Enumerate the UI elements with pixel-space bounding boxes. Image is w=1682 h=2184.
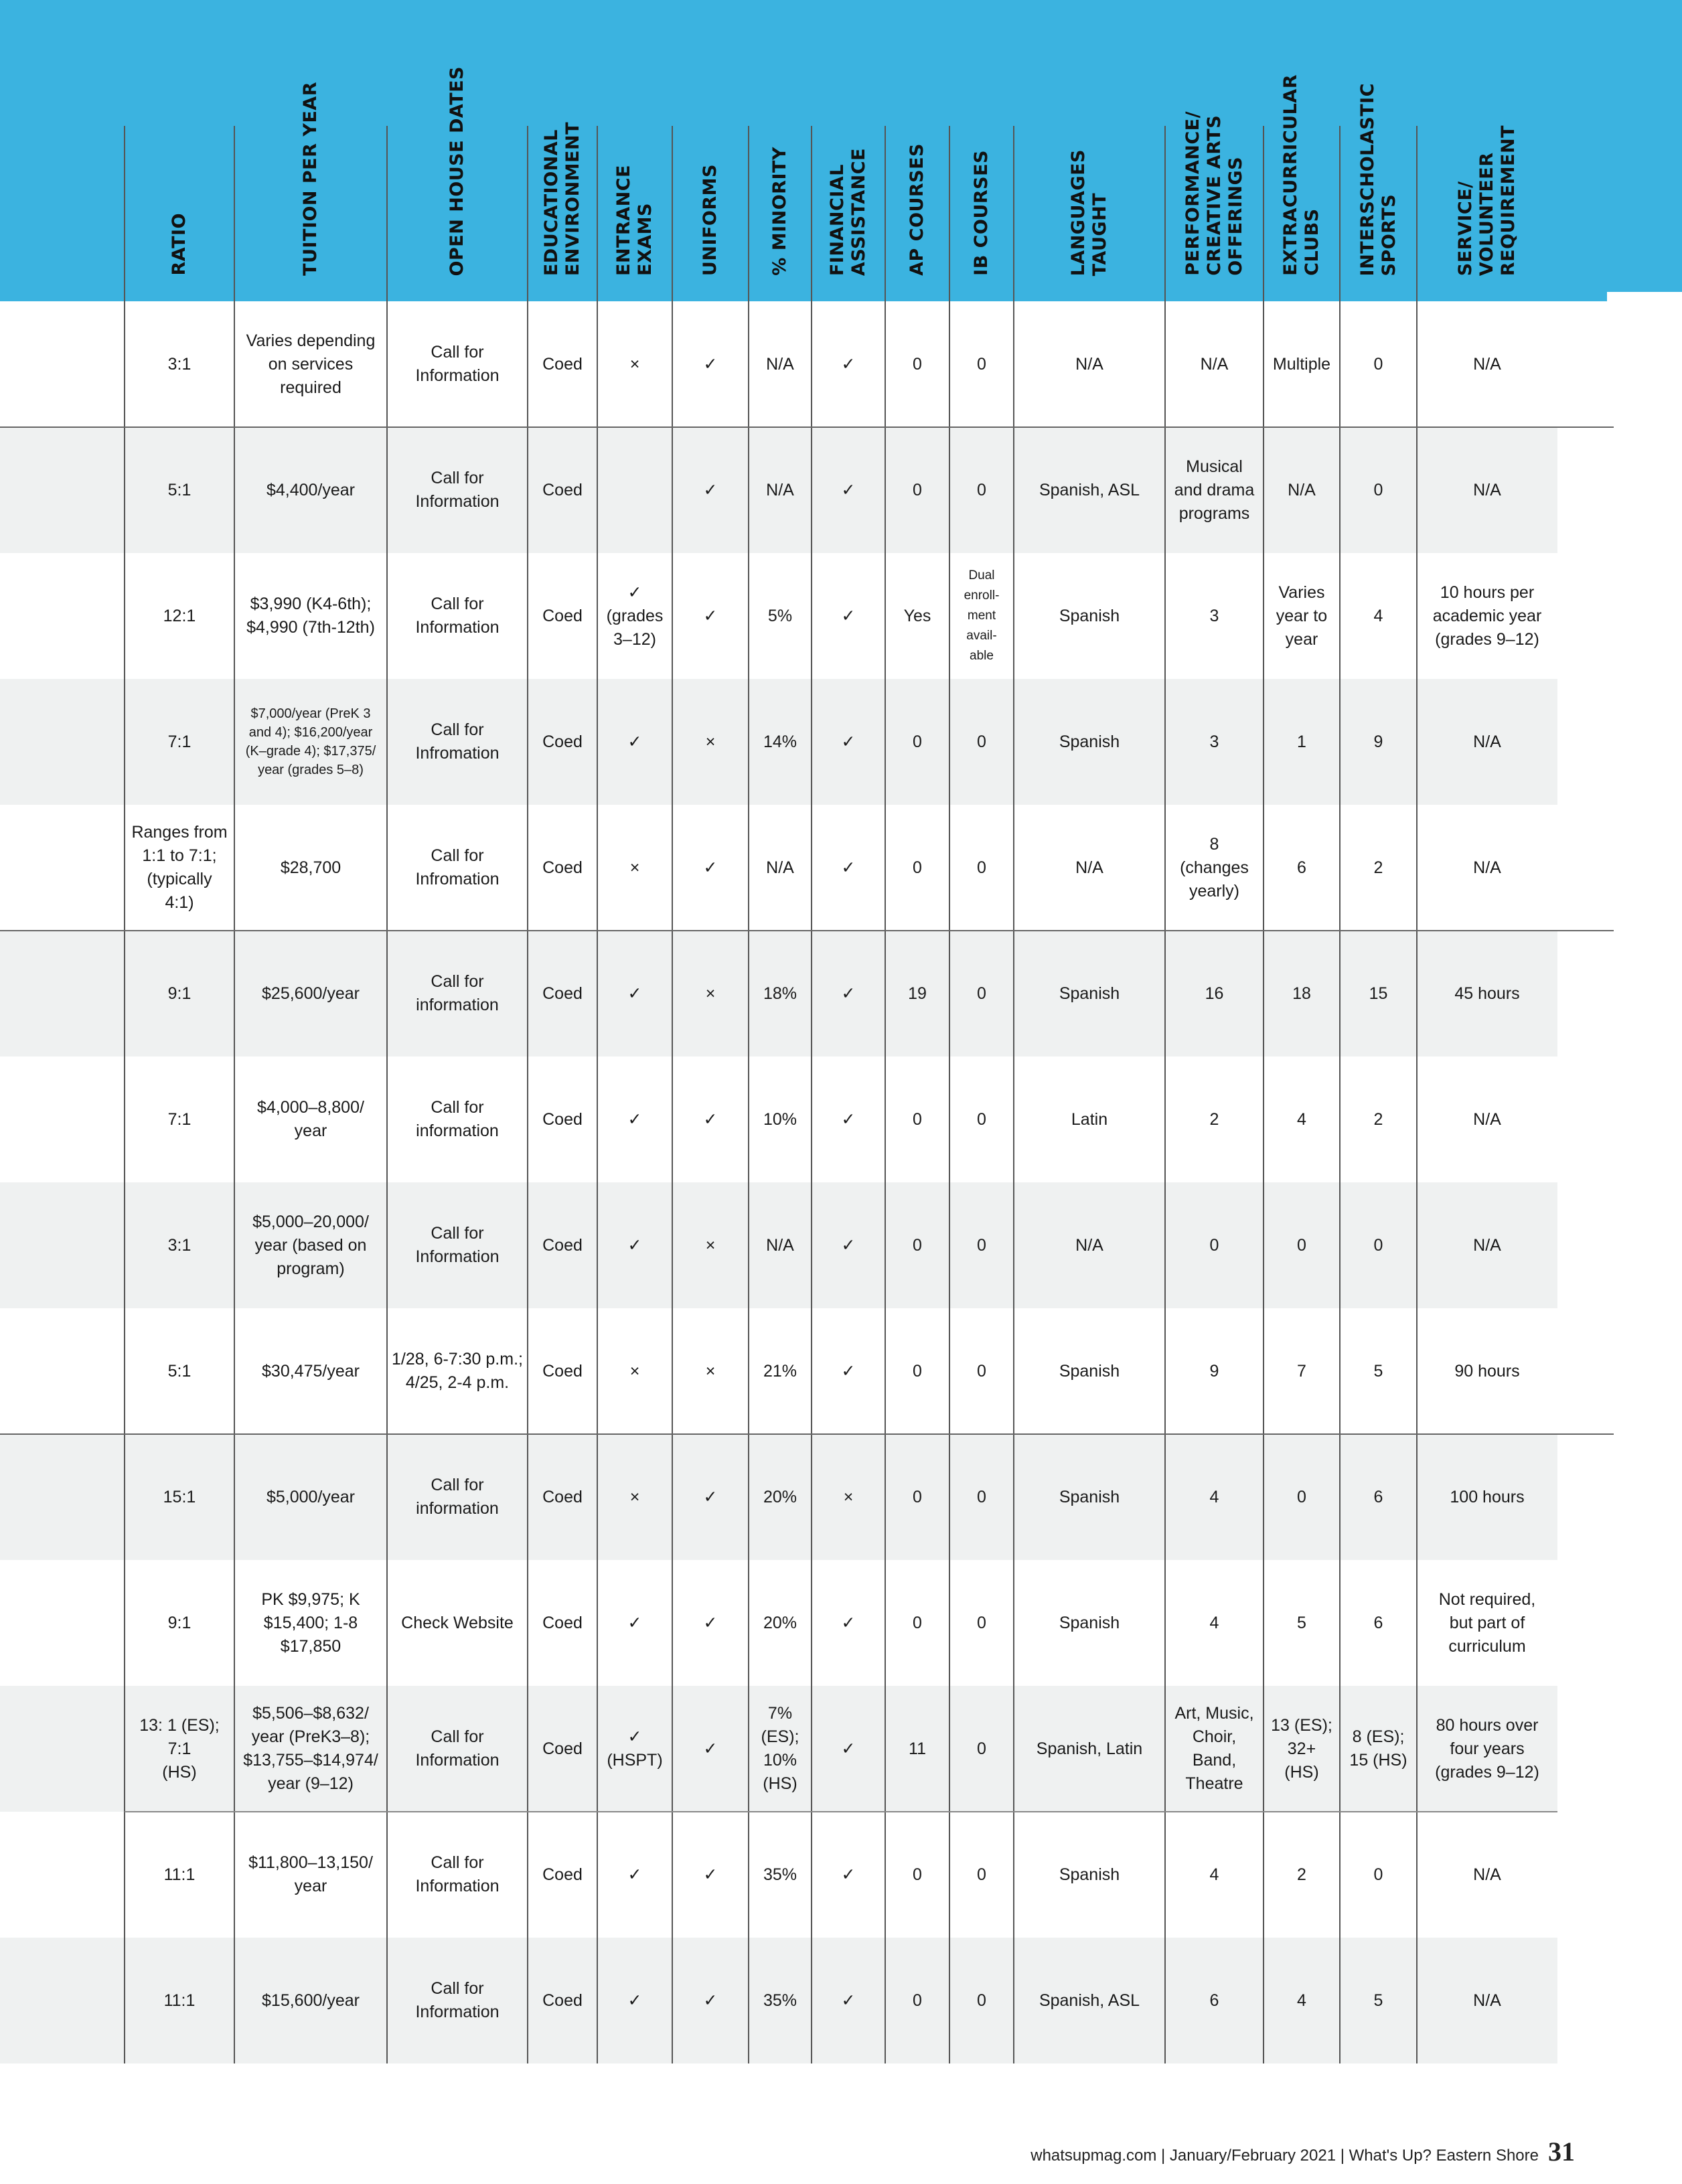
table-cell: Yes <box>903 606 931 625</box>
table-cell: Coed <box>542 1739 583 1758</box>
table-cell: 80 hours over four years (grades 9–12) <box>1435 1715 1539 1782</box>
table-cell: ✓ <box>703 1865 718 1884</box>
table-cell: Spanish <box>1059 1361 1120 1381</box>
table-cell: 100 hours <box>1450 1487 1525 1506</box>
table-cell: N/A <box>1473 1865 1501 1884</box>
table-cell: Call for Information <box>415 1853 500 1895</box>
table-cell: ✓ <box>627 732 642 751</box>
column-header <box>749 0 812 301</box>
table-cell: 10% <box>763 1109 797 1129</box>
table-cell: 2 <box>1373 858 1383 877</box>
table-cell: × <box>705 732 716 751</box>
table-cell: 0 <box>913 1865 922 1884</box>
table-cell: ✓ <box>841 354 856 374</box>
table-cell: 6 <box>1297 858 1306 877</box>
row-divider <box>125 1811 1557 1812</box>
table-cell: 3:1 <box>167 1235 192 1255</box>
table-cell: ✓ <box>627 1109 642 1129</box>
table-cell: 5 <box>1373 1991 1383 2010</box>
table-cell: Multiple <box>1272 354 1331 374</box>
table-cell: Latin <box>1071 1109 1108 1129</box>
table-cell: 0 <box>977 1739 986 1758</box>
table-cell: 0 <box>977 1109 986 1129</box>
table-cell: ✓ <box>703 606 718 625</box>
column-header <box>528 0 597 301</box>
table-cell: $28,700 <box>280 858 341 877</box>
column-header-label: INTERSCHOLASTIC SPORTS <box>1357 82 1399 276</box>
table-cell: 3:1 <box>167 354 192 374</box>
column-header-label: TUITION PER YEAR <box>300 82 321 276</box>
column-header-label: % MINORITY <box>769 147 790 276</box>
table-cell: Call for Information <box>415 469 500 511</box>
table-cell: 1 <box>1297 732 1306 751</box>
table-cell: 0 <box>977 858 986 877</box>
table-cell: 15 <box>1369 984 1388 1003</box>
table-cell: N/A <box>1075 858 1103 877</box>
table-cell: 8 (changes yearly) <box>1180 834 1249 901</box>
table-cell: 18 <box>1292 984 1311 1003</box>
table-cell: Call for information <box>416 1476 499 1518</box>
column-divider <box>1013 126 1014 2063</box>
table-cell: ✓ <box>841 1361 856 1381</box>
table-cell: 3 <box>1209 606 1219 625</box>
table-cell: × <box>843 1487 854 1506</box>
table-cell: 0 <box>977 1613 986 1632</box>
table-cell: $11,800–13,150/ year <box>248 1853 373 1895</box>
table-cell: ✓ <box>703 1739 718 1758</box>
table-cell: Coed <box>542 1865 583 1884</box>
table-cell: Coed <box>542 354 583 374</box>
table-cell: 13 (ES); 32+ (HS) <box>1271 1715 1332 1782</box>
table-cell: 11:1 <box>163 1991 196 2010</box>
table-cell: N/A <box>1473 858 1501 877</box>
table-cell: Ranges from 1:1 to 7:1; (typically 4:1) <box>131 823 228 912</box>
column-header <box>1165 0 1264 301</box>
table-cell: 9 <box>1373 732 1383 751</box>
table-cell: $30,475/year <box>262 1361 360 1381</box>
table-cell: 18% <box>763 984 797 1003</box>
column-divider <box>597 126 598 2063</box>
column-header <box>1417 0 1557 301</box>
table-cell: 6 <box>1373 1487 1383 1506</box>
table-cell: 0 <box>977 1991 986 2010</box>
table-cell: 20% <box>763 1613 797 1632</box>
table-cell: Call for Information <box>415 1979 500 2021</box>
table-cell: 0 <box>913 1109 922 1129</box>
table-cell: Dual enroll- ment avail- able <box>964 568 1000 663</box>
table-cell: 4 <box>1373 606 1383 625</box>
table-cell: Coed <box>542 1613 583 1632</box>
table-cell: 45 hours <box>1454 984 1520 1003</box>
table-cell: ✓ <box>841 984 856 1003</box>
table-cell: Spanish <box>1059 1613 1120 1632</box>
table-cell: × <box>705 1235 716 1255</box>
table-cell: ✓ <box>627 1235 642 1255</box>
column-header-label: ENTRANCE EXAMS <box>613 165 656 276</box>
column-header <box>672 0 749 301</box>
column-header-label: FINANCIAL ASSISTANCE <box>827 147 869 276</box>
table-cell: N/A <box>1075 1235 1103 1255</box>
table-cell: 9 <box>1209 1361 1219 1381</box>
table-cell: Not required, but part of curriculum <box>1438 1589 1536 1656</box>
table-cell: 35% <box>763 1865 797 1884</box>
column-header-label: OPEN HOUSE DATES <box>447 66 467 276</box>
table-cell: N/A <box>766 1235 794 1255</box>
column-header-label: RATIO <box>169 213 189 276</box>
table-cell: 0 <box>977 354 986 374</box>
table-cell: 4 <box>1297 1991 1306 2010</box>
column-divider <box>748 126 749 2063</box>
table-cell: 0 <box>1373 480 1383 499</box>
table-cell: 0 <box>913 732 922 751</box>
table-cell: × <box>629 858 640 877</box>
table-cell: ✓ <box>703 480 718 499</box>
column-divider <box>1164 126 1166 2063</box>
table-cell: ✓ <box>703 1487 718 1506</box>
table-cell: Coed <box>542 1109 583 1129</box>
table-cell: 0 <box>977 732 986 751</box>
column-divider <box>1339 126 1341 2063</box>
page-number: 31 <box>1548 2136 1575 2167</box>
row-divider <box>0 1433 1614 1435</box>
table-cell: ✓ <box>627 984 642 1003</box>
table-cell: Coed <box>542 858 583 877</box>
table-cell: × <box>629 1487 640 1506</box>
table-cell: ✓ (grades 3–12) <box>606 582 664 649</box>
table-cell: $7,000/year (PreK 3 and 4); $16,200/year (K–grade 4); $17,375/ year (grades 5–8) <box>245 706 376 777</box>
table-cell: 11:1 <box>163 1865 196 1884</box>
table-cell: Call for Infromation <box>415 720 500 763</box>
table-cell: 0 <box>977 1865 986 1884</box>
table-cell: 2 <box>1373 1109 1383 1129</box>
table-cell: Coed <box>542 1991 583 2010</box>
column-divider <box>1416 126 1418 2063</box>
column-divider <box>672 126 673 2063</box>
column-header-label: EDUCATIONAL ENVIRONMENT <box>541 121 583 276</box>
table-cell: 5 <box>1373 1361 1383 1381</box>
table-cell: Spanish <box>1059 984 1120 1003</box>
column-header-label: PERFORMANCE/ CREATIVE ARTS OFFERINGS <box>1182 111 1246 276</box>
column-divider <box>234 126 235 2063</box>
table-cell: × <box>705 984 716 1003</box>
table-cell: $15,600/year <box>262 1991 360 2010</box>
table-cell: Spanish <box>1059 1487 1120 1506</box>
table-cell: 0 <box>913 858 922 877</box>
table-cell: N/A <box>1473 1991 1501 2010</box>
table-cell: Varies depending on services required <box>246 331 376 397</box>
table-cell: N/A <box>1473 1235 1501 1255</box>
table-cell: 0 <box>913 1991 922 2010</box>
table-cell: 20% <box>763 1487 797 1506</box>
table-cell: 11 <box>909 1739 926 1758</box>
table-cell: Call for information <box>416 972 499 1014</box>
table-cell: 5% <box>767 606 793 625</box>
column-header-label: AP COURSES <box>907 143 927 276</box>
column-header <box>597 0 672 301</box>
table-cell: ✓ <box>841 1865 856 1884</box>
table-cell: Spanish, Latin <box>1036 1739 1143 1758</box>
table-cell: Call for Information <box>415 1224 500 1266</box>
row-divider <box>0 930 1614 931</box>
table-cell: ✓ (HSPT) <box>607 1727 663 1770</box>
table-cell: ✓ <box>703 858 718 877</box>
table-cell: ✓ <box>627 1865 642 1884</box>
table-cell: 4 <box>1209 1487 1219 1506</box>
table-cell: 3 <box>1209 732 1219 751</box>
table-cell: Spanish, ASL <box>1039 480 1140 499</box>
table-cell: 4 <box>1209 1865 1219 1884</box>
table-cell: 9:1 <box>167 1613 192 1632</box>
table-cell: × <box>629 354 640 374</box>
table-cell: 13: 1 (ES); 7:1 (HS) <box>139 1715 220 1782</box>
table-cell: $5,000/year <box>266 1487 356 1506</box>
table-cell: Call for Information <box>415 343 500 385</box>
table-cell: N/A <box>1473 1109 1501 1129</box>
table-cell: Check Website <box>401 1613 514 1632</box>
row-divider <box>0 426 1614 428</box>
table-cell: 2 <box>1297 1865 1306 1884</box>
table-cell: PK $9,975; K $15,400; 1-8 $17,850 <box>261 1589 360 1656</box>
table-cell: 0 <box>1209 1235 1219 1255</box>
table-cell: 0 <box>913 480 922 499</box>
table-cell: Spanish <box>1059 1865 1120 1884</box>
table-cell: 10 hours per academic year (grades 9–12) <box>1432 582 1542 649</box>
table-cell: ✓ <box>841 1613 856 1632</box>
table-cell: Spanish <box>1059 606 1120 625</box>
table-cell: N/A <box>766 480 794 499</box>
table-cell: ✓ <box>703 1991 718 2010</box>
table-cell: 4 <box>1209 1613 1219 1632</box>
table-cell: Call for Information <box>415 595 500 637</box>
column-divider <box>527 126 528 2063</box>
column-divider <box>949 126 950 2063</box>
table-cell: 90 hours <box>1454 1361 1520 1381</box>
table-cell: 5:1 <box>167 1361 192 1381</box>
table-cell: N/A <box>766 354 794 374</box>
table-cell: 21% <box>763 1361 797 1381</box>
column-divider <box>124 126 125 2063</box>
table-cell: ✓ <box>703 1109 718 1129</box>
column-header <box>125 0 234 301</box>
table-cell: 0 <box>913 1361 922 1381</box>
table-cell: N/A <box>1288 480 1316 499</box>
table-cell: 0 <box>1373 354 1383 374</box>
table-cell: Call for information <box>416 1098 499 1140</box>
column-header <box>812 0 885 301</box>
table-cell: 8 (ES); 15 (HS) <box>1349 1727 1407 1770</box>
table-cell: 15:1 <box>163 1487 196 1506</box>
table-cell: Varies year to year <box>1276 582 1328 649</box>
table-cell: N/A <box>1473 354 1501 374</box>
column-header-label: SERVICE/ VOLUNTEER REQUIREMENT <box>1455 125 1519 276</box>
table-cell: Coed <box>542 732 583 751</box>
table-cell: 0 <box>977 480 986 499</box>
table-cell: 0 <box>1297 1487 1306 1506</box>
table-cell: Coed <box>542 1361 583 1381</box>
table-cell: 0 <box>913 1487 922 1506</box>
table-cell: × <box>705 1361 716 1381</box>
table-cell: ✓ <box>627 1613 642 1632</box>
table-cell: 0 <box>913 354 922 374</box>
table-cell: 0 <box>913 1235 922 1255</box>
table-cell: 7% (ES); 10% (HS) <box>761 1704 799 1793</box>
table-cell: Coed <box>542 984 583 1003</box>
column-header <box>885 0 949 301</box>
table-cell: 1/28, 6-7:30 p.m.; 4/25, 2-4 p.m. <box>392 1350 523 1392</box>
table-cell: 5:1 <box>167 480 192 499</box>
table-cell <box>597 427 672 553</box>
column-divider <box>885 126 886 2063</box>
table-cell: 7 <box>1297 1361 1306 1381</box>
table-cell: Coed <box>542 1235 583 1255</box>
column-divider <box>386 126 388 2063</box>
table-cell: ✓ <box>703 1613 718 1632</box>
table-cell: ✓ <box>841 1991 856 2010</box>
table-cell: 4 <box>1297 1109 1306 1129</box>
table-cell: 35% <box>763 1991 797 2010</box>
table-cell: 14% <box>763 732 797 751</box>
table-cell: 12:1 <box>163 606 196 625</box>
column-header <box>1014 0 1165 301</box>
table-cell: Spanish <box>1059 732 1120 751</box>
table-cell: ✓ <box>841 732 856 751</box>
table-cell: Coed <box>542 1487 583 1506</box>
table-cell: $5,506–$8,632/ year (PreK3–8); $13,755–$14,974/ year (9–12) <box>243 1704 378 1793</box>
column-header <box>1264 0 1340 301</box>
table-cell: ✓ <box>841 1235 856 1255</box>
table-cell: 0 <box>977 1487 986 1506</box>
table-cell: ✓ <box>841 858 856 877</box>
table-cell: ✓ <box>841 1739 856 1758</box>
table-cell: 0 <box>913 1613 922 1632</box>
column-divider <box>1263 126 1264 2063</box>
table-cell: N/A <box>766 858 794 877</box>
table-cell: $4,400/year <box>266 480 356 499</box>
table-cell: ✓ <box>841 480 856 499</box>
table-cell: 0 <box>977 1361 986 1381</box>
table-cell: 19 <box>908 984 927 1003</box>
table-cell: 0 <box>977 1235 986 1255</box>
table-cell: N/A <box>1473 480 1501 499</box>
table-cell: 0 <box>1297 1235 1306 1255</box>
table-cell: ✓ <box>627 1991 642 2010</box>
table-cell: Coed <box>542 480 583 499</box>
column-header-label: IB COURSES <box>971 150 992 276</box>
table-cell: N/A <box>1075 354 1103 374</box>
table-cell: 6 <box>1373 1613 1383 1632</box>
table-cell: 5 <box>1297 1613 1306 1632</box>
table-cell: × <box>629 1361 640 1381</box>
page-footer <box>1030 2136 1575 2167</box>
table-cell: 0 <box>1373 1865 1383 1884</box>
table-cell: ✓ <box>703 354 718 374</box>
table-cell: N/A <box>1200 354 1229 374</box>
column-header-label: UNIFORMS <box>700 163 720 276</box>
table-cell: 9:1 <box>167 984 192 1003</box>
table-cell: $5,000–20,000/ year (based on program) <box>252 1212 369 1278</box>
table-cell: 16 <box>1205 984 1224 1003</box>
column-header <box>387 0 528 301</box>
column-divider <box>811 126 812 2063</box>
table-cell: $3,990 (K4-6th); $4,990 (7th-12th) <box>246 595 375 637</box>
table-cell: Spanish, ASL <box>1039 1991 1140 2010</box>
table-cell: 7:1 <box>167 732 192 751</box>
column-header <box>1340 0 1417 301</box>
column-header-label: EXTRACURRICULAR CLUBS <box>1280 74 1322 276</box>
footer-credit: whatsupmag.com | January/February 2021 | What's Up? Eastern Shore <box>1030 2147 1539 2165</box>
column-header-label: LANGUAGES TAUGHT <box>1068 149 1110 276</box>
table-cell: ✓ <box>841 606 856 625</box>
column-header <box>234 0 387 301</box>
table-cell: Call for Infromation <box>415 846 500 888</box>
table-cell: Art, Music, Choir, Band, Theatre <box>1174 1704 1254 1793</box>
table-cell: $25,600/year <box>262 984 360 1003</box>
table-cell: $4,000–8,800/ year <box>257 1098 364 1140</box>
table-cell: 6 <box>1209 1991 1219 2010</box>
table-cell: N/A <box>1473 732 1501 751</box>
table-cell: Call for Information <box>415 1727 500 1770</box>
table-cell: 7:1 <box>167 1109 192 1129</box>
table-cell: ✓ <box>841 1109 856 1129</box>
table-cell: 0 <box>1373 1235 1383 1255</box>
table-cell: Musical and drama programs <box>1174 457 1255 523</box>
table-cell: 2 <box>1209 1109 1219 1129</box>
table-cell: Coed <box>542 606 583 625</box>
table-cell: 0 <box>977 984 986 1003</box>
column-header <box>949 0 1014 301</box>
